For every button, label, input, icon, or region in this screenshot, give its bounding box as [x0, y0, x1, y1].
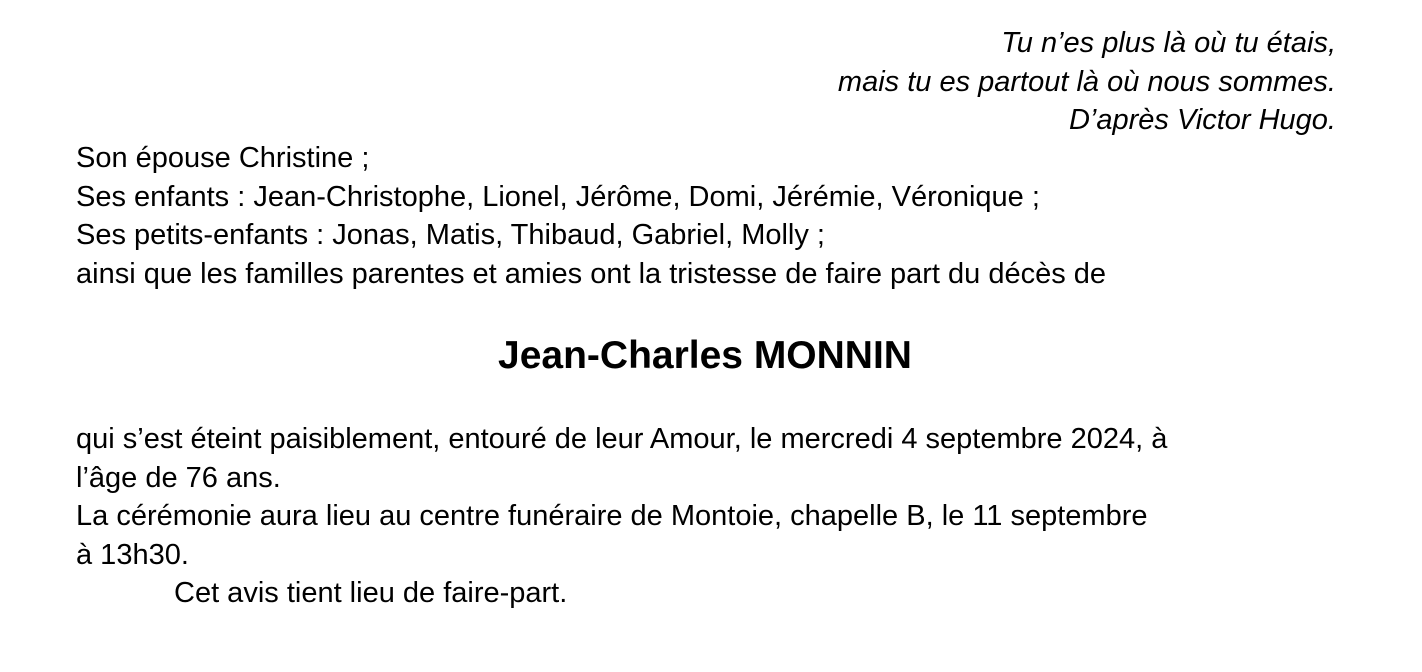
grandchildren-line: Ses petits-enfants : Jonas, Matis, Thibaud, Gabriel, Molly ; [76, 219, 825, 251]
children-line: Ses enfants : Jean-Christophe, Lionel, Jérôme, Domi, Jérémie, Véronique ; [76, 180, 1040, 213]
spouse-line: Son épouse Christine ; [76, 142, 370, 174]
families-line: ainsi que les familles parentes et amies ont la tristesse de faire part du décès de [76, 257, 1107, 290]
notice-line: Cet avis tient lieu de faire-part. [174, 577, 568, 609]
ceremony-line-1: La cérémonie aura lieu au centre funéraire de Montoie, chapelle B, le 11 septembre [76, 500, 1148, 532]
death-line-2: l’âge de 76 ans. [76, 461, 281, 494]
deceased-name: Jean-Charles MONNIN [498, 334, 912, 377]
ceremony-line-2: à 13h30. [76, 538, 189, 571]
quote-line-1: Tu n’es plus là où tu étais, [1001, 27, 1336, 59]
death-line-1: qui s’est éteint paisiblement, entouré de leur Amour, le mercredi 4 septembre 2024, à [76, 423, 1168, 455]
quote-line-2: mais tu es partout là où nous sommes. [837, 65, 1336, 98]
obituary-details [76, 420, 1340, 613]
quote-attribution: D’après Victor Hugo. [1068, 104, 1336, 136]
family-announcement [76, 139, 1356, 293]
epigraph-quote [600, 24, 1336, 140]
